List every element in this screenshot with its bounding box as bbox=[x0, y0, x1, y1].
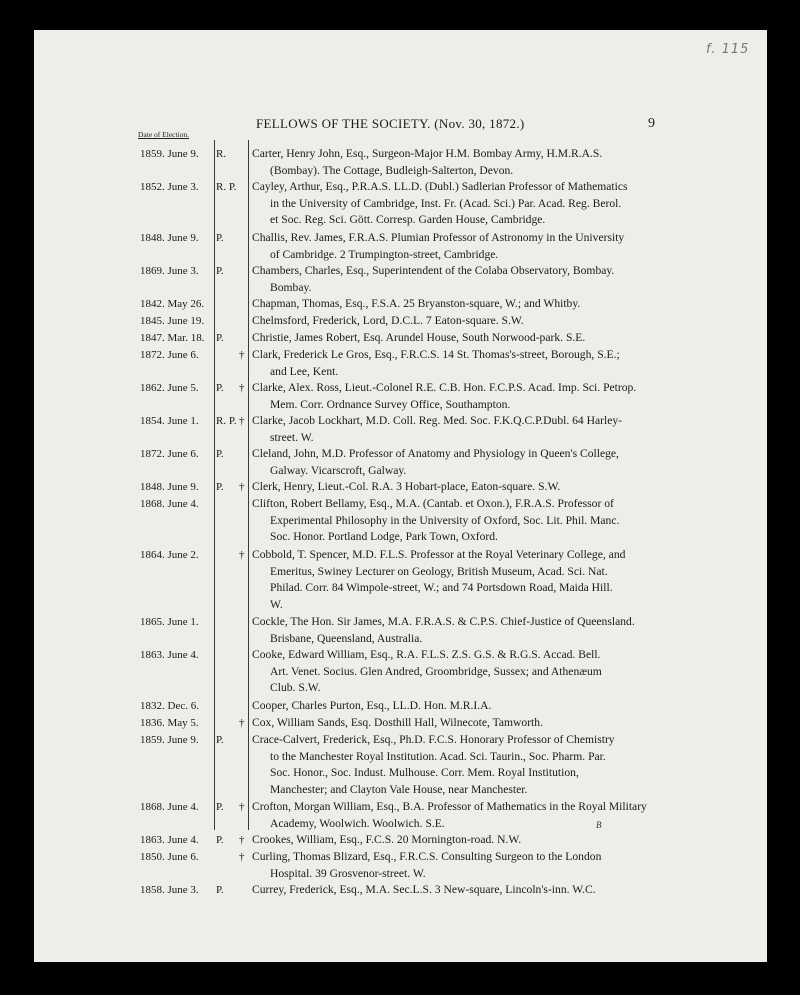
election-date: 1836. May 5. bbox=[140, 717, 199, 729]
membership-mark: P. bbox=[216, 481, 224, 493]
fellow-text bbox=[252, 479, 656, 496]
fellow-name-line: Crofton, Morgan William, Esq., B.A. Professor of Mathematics in the Royal Military bbox=[252, 800, 647, 813]
election-date: 1868. June 4. bbox=[140, 498, 199, 510]
fellow-entry bbox=[34, 263, 767, 296]
fellow-detail-line: Galway. Vicarscroft, Galway. bbox=[270, 463, 407, 477]
fellow-detail-line: Hospital. 39 Grosvenor-street. W. bbox=[270, 866, 426, 880]
fellow-detail-line: Academy, Woolwich. Woolwich. S.E. bbox=[270, 816, 445, 830]
fellow-text bbox=[252, 313, 656, 330]
fellow-entry bbox=[34, 496, 767, 546]
document-page bbox=[34, 30, 767, 962]
dagger-mark: † bbox=[239, 349, 245, 361]
pencil-annotation: f. 115 bbox=[706, 42, 750, 57]
fellow-name-line: Cooper, Charles Purton, Esq., LL.D. Hon. M.R.I.A. bbox=[252, 699, 492, 712]
fellow-name-line: Chapman, Thomas, Esq., F.S.A. 25 Bryanston-square, W.; and Whitby. bbox=[252, 297, 581, 310]
fellow-text bbox=[252, 146, 656, 179]
fellow-name-line: Chambers, Charles, Esq., Superintendent of the Colaba Observatory, Bombay. bbox=[252, 264, 615, 277]
fellow-name-line: Cobbold, T. Spencer, M.D. F.L.S. Professor at the Royal Veterinary College, and bbox=[252, 548, 626, 561]
fellow-text bbox=[252, 413, 656, 446]
fellow-entry bbox=[34, 799, 767, 832]
election-date: 1863. June 4. bbox=[140, 834, 199, 846]
fellow-detail-line: to the Manchester Royal Institution. Acad. Sci. Taurin., Soc. Pharm. Par. bbox=[270, 749, 606, 763]
election-date: 1865. June 1. bbox=[140, 616, 199, 628]
header-date: (Nov. 30, 1872.) bbox=[434, 116, 525, 131]
fellow-name-line: Cockle, The Hon. Sir James, M.A. F.R.A.S. & C.P.S. Chief-Justice of Queensland. bbox=[252, 615, 635, 628]
fellow-entry bbox=[34, 330, 767, 347]
fellow-entry bbox=[34, 832, 767, 849]
fellow-entry bbox=[34, 296, 767, 313]
dagger-mark: † bbox=[239, 549, 245, 561]
fellow-name-line: Chelmsford, Frederick, Lord, D.C.L. 7 Eaton-square. S.W. bbox=[252, 314, 524, 327]
fellow-detail-line: Club. S.W. bbox=[270, 681, 321, 695]
membership-mark: R. P. bbox=[216, 181, 237, 193]
fellow-name-line: Cooke, Edward William, Esq., R.A. F.L.S. Z.S. G.S. & R.G.S. Accad. Bell. bbox=[252, 648, 601, 661]
dagger-mark: † bbox=[239, 801, 245, 813]
fellow-entry bbox=[34, 647, 767, 697]
fellow-detail-line: (Bombay). The Cottage, Budleigh-Salterton, Devon. bbox=[270, 163, 514, 177]
fellow-name-line: Curling, Thomas Blizard, Esq., F.R.C.S. Consulting Surgeon to the London bbox=[252, 850, 602, 863]
membership-mark: P. bbox=[216, 332, 224, 344]
fellow-text bbox=[252, 698, 656, 715]
fellow-entry bbox=[34, 882, 767, 899]
fellow-entry bbox=[34, 446, 767, 479]
fellow-detail-line: Experimental Philosophy in the University of Oxford, Soc. Lit. Phil. Manc. bbox=[270, 513, 620, 527]
fellow-detail-line: street. W. bbox=[270, 430, 314, 444]
election-date: 1872. June 6. bbox=[140, 448, 199, 460]
election-date: 1848. June 9. bbox=[140, 232, 199, 244]
fellow-text bbox=[252, 882, 656, 899]
election-date: 1842. May 26. bbox=[140, 298, 205, 310]
fellow-detail-line: Philad. Corr. 84 Wimpole-street, W.; and 74 Portsdown Road, Maida Hill. bbox=[270, 581, 613, 595]
fellow-text bbox=[252, 296, 656, 313]
fellow-entry bbox=[34, 313, 767, 330]
election-date: 1863. June 4. bbox=[140, 649, 199, 661]
membership-mark: P. bbox=[216, 884, 224, 896]
membership-mark: P. bbox=[216, 801, 224, 813]
election-date: 1868. June 4. bbox=[140, 801, 199, 813]
fellow-name-line: Clarke, Jacob Lockhart, M.D. Coll. Reg. Med. Soc. F.K.Q.C.P.Dubl. 64 Harley- bbox=[252, 414, 623, 427]
fellow-text bbox=[252, 715, 656, 732]
fellow-detail-line: Soc. Honor. Portland Lodge, Park Town, Oxford. bbox=[270, 530, 498, 544]
fellow-name-line: Crookes, William, Esq., F.C.S. 20 Mornington-road. N.W. bbox=[252, 833, 522, 846]
fellow-entry bbox=[34, 146, 767, 179]
fellow-entry bbox=[34, 179, 767, 229]
fellow-name-line: Currey, Frederick, Esq., M.A. Sec.L.S. 3 New-square, Lincoln's-inn. W.C. bbox=[252, 883, 596, 896]
election-date: 1869. June 3. bbox=[140, 265, 199, 277]
page-header bbox=[256, 116, 525, 132]
membership-mark: R. bbox=[216, 148, 227, 160]
fellow-text bbox=[252, 380, 656, 413]
header-title: FELLOWS OF THE SOCIETY. bbox=[256, 116, 431, 131]
election-date: 1852. June 3. bbox=[140, 181, 199, 193]
fellow-text bbox=[252, 446, 656, 479]
fellow-text bbox=[252, 849, 656, 882]
fellow-name-line: Cox, William Sands, Esq. Dosthill Hall, Wilnecote, Tamworth. bbox=[252, 716, 543, 729]
membership-mark: R. P. bbox=[216, 415, 237, 427]
fellow-text bbox=[252, 347, 656, 380]
fellow-detail-line: Mem. Corr. Ordnance Survey Office, Southampton. bbox=[270, 397, 511, 411]
fellow-name-line: Clerk, Henry, Lieut.-Col. R.A. 3 Hobart-place, Eaton-square. S.W. bbox=[252, 480, 561, 493]
fellow-entry bbox=[34, 230, 767, 263]
election-date: 1854. June 1. bbox=[140, 415, 199, 427]
election-date: 1859. June 9. bbox=[140, 148, 199, 160]
dagger-mark: † bbox=[239, 415, 245, 427]
signature-mark: B bbox=[596, 820, 602, 830]
fellow-entry bbox=[34, 547, 767, 613]
fellow-text bbox=[252, 496, 656, 546]
fellow-entry bbox=[34, 715, 767, 732]
fellow-entry bbox=[34, 698, 767, 715]
fellow-name-line: Cleland, John, M.D. Professor of Anatomy and Physiology in Queen's College, bbox=[252, 447, 619, 460]
fellow-text bbox=[252, 547, 656, 613]
fellow-entry bbox=[34, 479, 767, 496]
fellow-text bbox=[252, 614, 656, 647]
fellow-entry bbox=[34, 732, 767, 798]
election-date: 1872. June 6. bbox=[140, 349, 199, 361]
fellow-text bbox=[252, 832, 656, 849]
fellow-text bbox=[252, 263, 656, 296]
fellow-detail-line: Art. Venet. Socius. Glen Andred, Groombridge, Sussex; and Athenæum bbox=[270, 664, 602, 678]
fellow-text bbox=[252, 179, 656, 229]
fellow-text bbox=[252, 230, 656, 263]
fellow-detail-line: W. bbox=[270, 597, 283, 611]
fellow-text bbox=[252, 732, 656, 798]
fellow-detail-line: Soc. Honor., Soc. Indust. Mulhouse. Corr. Mem. Royal Institution, bbox=[270, 766, 579, 780]
fellow-name-line: Christie, James Robert, Esq. Arundel House, South Norwood-park. S.E. bbox=[252, 331, 586, 344]
election-date: 1847. Mar. 18. bbox=[140, 332, 205, 344]
fellow-detail-line: and Lee, Kent. bbox=[270, 364, 339, 378]
membership-mark: P. bbox=[216, 382, 224, 394]
election-date: 1862. June 5. bbox=[140, 382, 199, 394]
fellow-text bbox=[252, 647, 656, 697]
fellow-entry bbox=[34, 413, 767, 446]
fellow-entry bbox=[34, 849, 767, 882]
fellow-entry bbox=[34, 380, 767, 413]
fellow-name-line: Clarke, Alex. Ross, Lieut.-Colonel R.E. C.B. Hon. F.C.P.S. Acad. Imp. Sci. Petrop. bbox=[252, 381, 637, 394]
dagger-mark: † bbox=[239, 717, 245, 729]
fellow-detail-line: in the University of Cambridge, Inst. Fr. (Acad. Sci.) Par. Acad. Reg. Berol. bbox=[270, 196, 622, 210]
fellow-detail-line: Brisbane, Queensland, Australia. bbox=[270, 631, 423, 645]
fellow-name-line: Clark, Frederick Le Gros, Esq., F.R.C.S. 14 St. Thomas's-street, Borough, S.E.; bbox=[252, 348, 620, 361]
fellow-detail-line: Manchester; and Clayton Vale House, near Manchester. bbox=[270, 782, 528, 796]
election-date: 1845. June 19. bbox=[140, 315, 205, 327]
membership-mark: P. bbox=[216, 834, 224, 846]
fellow-name-line: Clifton, Robert Bellamy, Esq., M.A. (Cantab. et Oxon.), F.R.A.S. Professor of bbox=[252, 497, 614, 510]
election-date: 1858. June 3. bbox=[140, 884, 199, 896]
fellow-detail-line: Bombay. bbox=[270, 280, 312, 294]
election-date: 1864. June 2. bbox=[140, 549, 199, 561]
fellow-entry bbox=[34, 347, 767, 380]
election-date: 1832. Dec. 6. bbox=[140, 700, 199, 712]
membership-mark: P. bbox=[216, 734, 224, 746]
fellow-name-line: Challis, Rev. James, F.R.A.S. Plumian Professor of Astronomy in the University bbox=[252, 231, 625, 244]
membership-mark: P. bbox=[216, 232, 224, 244]
election-date: 1859. June 9. bbox=[140, 734, 199, 746]
dagger-mark: † bbox=[239, 851, 245, 863]
membership-mark: P. bbox=[216, 448, 224, 460]
election-date: 1848. June 9. bbox=[140, 481, 199, 493]
column-heading: Date of Election. bbox=[138, 130, 190, 139]
dagger-mark: † bbox=[239, 481, 245, 493]
page-number: 9 bbox=[648, 116, 655, 131]
membership-mark: P. bbox=[216, 265, 224, 277]
fellow-detail-line: Emeritus, Swiney Lecturer on Geology, British Museum, Acad. Sci. Nat. bbox=[270, 564, 608, 578]
dagger-mark: † bbox=[239, 382, 245, 394]
dagger-mark: † bbox=[239, 834, 245, 846]
fellow-name-line: Carter, Henry John, Esq., Surgeon-Major H.M. Bombay Army, H.M.R.A.S. bbox=[252, 147, 603, 160]
fellow-detail-line: of Cambridge. 2 Trumpington-street, Cambridge. bbox=[270, 247, 499, 261]
election-date: 1850. June 6. bbox=[140, 851, 199, 863]
fellow-name-line: Cayley, Arthur, Esq., P.R.A.S. LL.D. (Dubl.) Sadlerian Professor of Mathematics bbox=[252, 180, 628, 193]
fellow-text bbox=[252, 330, 656, 347]
fellow-detail-line: et Soc. Reg. Sci. Gött. Corresp. Garden House, Cambridge. bbox=[270, 213, 546, 227]
fellow-entry bbox=[34, 614, 767, 647]
fellow-name-line: Crace-Calvert, Frederick, Esq., Ph.D. F.C.S. Honorary Professor of Chemistry bbox=[252, 733, 615, 746]
